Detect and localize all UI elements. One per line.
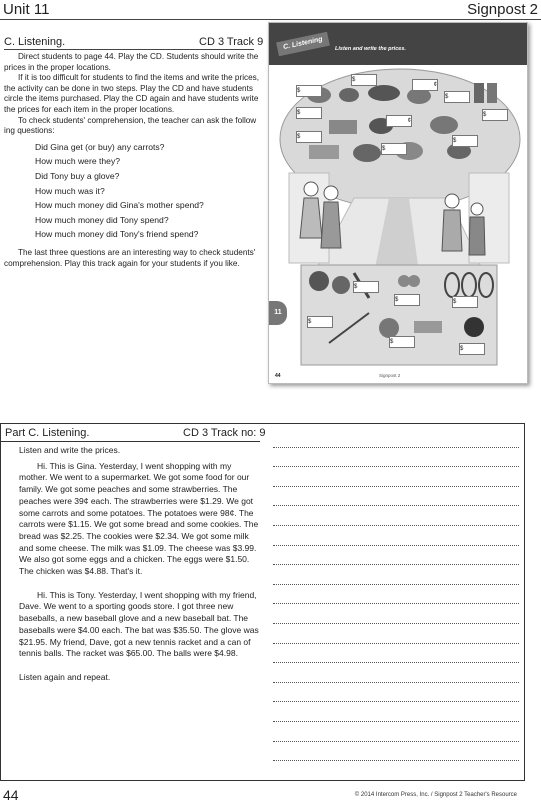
transcript-body (19, 445, 259, 684)
writing-line (273, 623, 519, 624)
instruction-paragraph: Direct students to page 44. Play the CD. Students should write the prices in the proper locations. (4, 52, 259, 72)
instruction-paragraph: To check students' comprehension, the teacher can ask the follow ing questions: (4, 115, 257, 136)
workbook-instruction: Listen and write the prices. (335, 46, 406, 52)
price-tag[interactable] (353, 281, 379, 293)
workbook-footer: Signpost 2 (379, 373, 401, 378)
transcript-outro: Listen again and repeat. (19, 671, 111, 682)
price-tag[interactable] (482, 109, 508, 121)
section-c-track: CD 3 Track 9 (199, 36, 264, 48)
writing-line (273, 741, 519, 742)
dollar-sign: $ (453, 299, 457, 305)
price-tag[interactable] (381, 143, 407, 155)
workbook-unit-tab: 11 (269, 301, 287, 325)
question-item: How much money did Gina's mother spend? (35, 200, 204, 211)
cent-sign: ¢ (407, 118, 411, 124)
question-item: Did Gina get (or buy) any carrots? (35, 141, 165, 152)
price-tag[interactable] (296, 131, 322, 143)
workbook-tab: C. Listening (276, 32, 330, 57)
comprehension-questions (4, 140, 262, 242)
workbook-illustration (269, 23, 527, 383)
dollar-sign: $ (297, 88, 301, 94)
question-item: Did Tony buy a glove? (35, 170, 120, 181)
dollar-sign: $ (483, 112, 487, 118)
dollar-sign: $ (445, 94, 449, 100)
cent-sign: ¢ (433, 82, 437, 88)
tony-transcript: Hi. This is Tony. Yesterday, I went shopping with my friend, Dave. We went to a sporting goods store. I got three new baseballs, a new baseball glove and a new baseball bat. The baseballs were $4.00 each. The bat was $35.50. The glove was $21.95. My friend, Dave, got a new tennis racket and a can of tennis balls. The racket was $65.00. The balls were $4.98. (19, 589, 259, 659)
writing-line (273, 584, 519, 585)
price-tag[interactable] (296, 107, 322, 119)
price-tag[interactable] (394, 294, 420, 306)
section-c-rule (4, 49, 254, 50)
instruction-paragraph: If it is too difficult for students to find the items and write the prices, the activity can be done in two steps. Play the CD and have students circle the items purchased. Play the CD again and have students write the prices for each item in the proper locations. (4, 73, 260, 114)
dollar-sign: $ (390, 339, 394, 345)
price-tag[interactable] (412, 79, 438, 91)
price-tag[interactable] (351, 74, 377, 86)
gina-transcript: Hi. This is Gina. Yesterday, I went shopping with my mother. We went to a supermarket. We got some food for our family. We got some peaches and some strawberries. The peaches were 39¢ each. The strawberries were $1.29. We got some carrots and some potatoes. The potatoes were 98¢. The carrots were $1.15. We got some bread and some cookies. The bread was $2.25. The cookies were $2.34. We got some milk and some cheese. The milk was $1.09. The cheese was $3.99. We also got some eggs and a chicken. The eggs were $1.50. The chicken was $4.88. That's it. (19, 460, 259, 577)
writing-line (273, 643, 519, 644)
copyright-notice: © 2014 Intercom Press, Inc. / Signpost 2 Teacher's Resource (354, 792, 517, 798)
price-tag[interactable] (452, 296, 478, 308)
writing-line (273, 682, 519, 683)
writing-line (273, 662, 519, 663)
writing-line (273, 486, 519, 487)
workbook-page-number: 44 (275, 373, 281, 379)
section-d-title: Part C. Listening. (5, 427, 90, 439)
dollar-sign: $ (297, 110, 301, 116)
price-tag[interactable] (389, 336, 415, 348)
header-divider (0, 19, 541, 20)
dollar-sign: $ (382, 146, 386, 152)
book-title: Signpost 2 (467, 1, 538, 18)
price-tag[interactable] (444, 91, 470, 103)
price-tag[interactable] (459, 343, 485, 355)
dollar-sign: $ (297, 134, 301, 140)
price-tag[interactable] (307, 316, 333, 328)
writing-line (273, 525, 519, 526)
dollar-sign: $ (352, 77, 356, 83)
section-d-track: CD 3 Track no: 9 (183, 427, 266, 439)
question-item: How much were they? (35, 156, 121, 167)
question-item: How much money did Tony's friend spend? (35, 229, 199, 240)
writing-line (273, 603, 519, 604)
writing-line (273, 701, 519, 702)
dollar-sign: $ (354, 284, 358, 290)
unit-label: Unit 11 (3, 1, 50, 18)
price-tag[interactable] (452, 135, 478, 147)
writing-line (273, 505, 519, 506)
writing-line (273, 545, 519, 546)
workbook-page-image (268, 22, 528, 384)
closing-paragraph: The last three questions are an interesting way to check students' comprehension. Play this track again for your students if you like. (4, 247, 256, 268)
question-item: How much money did Tony spend? (35, 214, 169, 225)
writing-line (273, 447, 519, 448)
dollar-sign: $ (460, 346, 464, 352)
dollar-sign: $ (453, 138, 457, 144)
section-d-rule (1, 441, 260, 442)
section-c-body (4, 52, 262, 269)
dollar-sign: $ (395, 297, 399, 303)
writing-line (273, 564, 519, 565)
writing-line (273, 466, 519, 467)
price-tag[interactable] (386, 115, 412, 127)
page-number: 44 (3, 787, 19, 803)
price-tag[interactable] (296, 85, 322, 97)
dollar-sign: $ (308, 319, 312, 325)
transcript-intro: Listen and write the prices. (19, 445, 121, 455)
writing-line (273, 760, 519, 761)
question-item: How much was it? (35, 185, 105, 196)
writing-line (273, 721, 519, 722)
section-c-title: C. Listening. (4, 36, 66, 48)
